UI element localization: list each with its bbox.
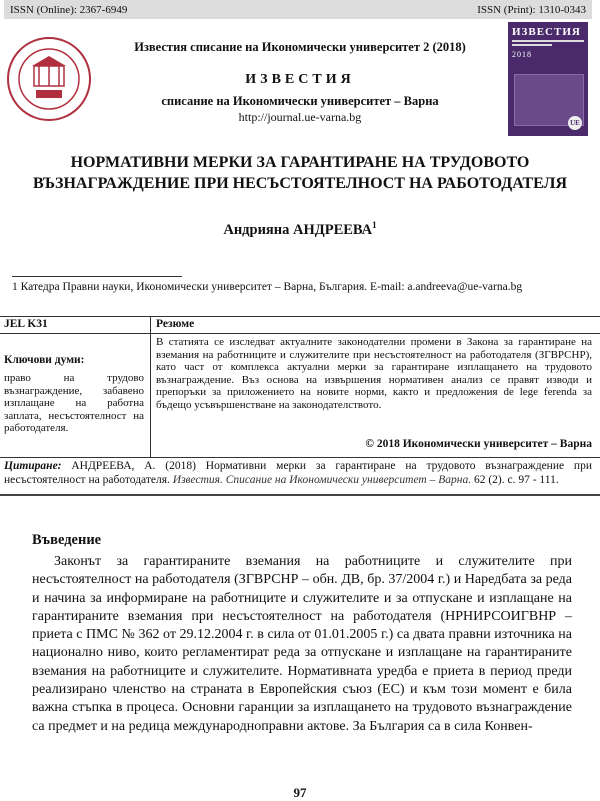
table-rule-bottom [0,457,600,458]
journal-name: ИЗВЕСТИЯ [245,72,355,87]
author-text: Андрияна АНДРЕЕВА [223,221,373,238]
cover-rule [512,40,584,42]
citation-pages: 62 (2). с. 97 - 111. [471,474,559,486]
page-number: 97 [293,785,307,800]
cover-badge: UE [568,116,582,130]
author-name [0,220,600,239]
section-heading-introduction: Въведение [32,532,102,548]
table-rule-jel [0,333,150,334]
citation-block [4,459,592,487]
title-line-2: ВЪЗНАГРАЖДЕНИЕ ПРИ НЕСЪСТОЯТЕЛНОСТ НА РАБОТОДАТЕЛЯ [32,175,568,192]
section-separator [0,494,600,496]
citation-source: Известия. Списание на Икономически университет – Варна. [172,474,472,486]
journal-url[interactable]: http://journal.ue-varna.bg [238,110,362,124]
metadata-table [0,316,600,458]
abstract-label: Резюме [156,318,195,330]
issn-print: ISSN (Print): 1310-0343 [477,3,586,16]
journal-subtitle: списание на Икономически университет – Варна [161,94,439,108]
university-seal-logo [6,36,92,122]
author-footnote-mark: 1 [372,220,377,230]
issn-online: ISSN (Online): 2367-6949 [10,3,128,16]
jel-code: JEL K31 [4,318,48,330]
citation-text: АНДРЕЕВА, А. (2018) Нормативни мерки за гарантиране на трудовото възнаграждение при несъстоятелност на работодателя. [4,460,592,486]
cover-year: 2018 [512,50,532,59]
copyright-line: © 2018 Икономически университет – Варна [365,438,592,450]
article-title [20,152,580,194]
author-affiliation-footnote: 1 Катедра Правни науки, Икономически университет – Варна, България. E-mail: a.andreeva@ue-varna.bg [12,281,523,293]
table-rule-resume [150,333,600,334]
keywords-text: право на трудово възнаграждение, забавено изплащане на работна заплата, несъстоятелност на работодателя. [4,372,144,434]
body-paragraph: Законът за гарантираните вземания на работниците и служителите при несъстоятелност на работодателя (ЗГВРСНР – обн. ДВ, бр. 37/2004 г.) и Наредбата за реда и начина за информиране на работниците и служителите и за отпускане и изплащане на гарантираните вземания при несъстоятелност на работодателя (НРНИРСОИГВНР – приета с ПМС № 362 от 29.12.2004 г. в сила от 01.01.2005 г.) са двата правни източника на национално ниво, които регламентират реда за отпускане и изплащане на гарантираните вземания на работниците и служителите. Нормативната уредба е приета в период преди реализирано членство на страната в Европейския съюз (ЕС) и към този момент е била важна стъпка в процеса. Основни гаранции за изплащането на трудовото възнаграждение са предмет и на редица международноправни актове. За България са в сила Конвен- [32,554,572,734]
journal-cover-thumbnail [508,22,588,136]
cover-title: ИЗВЕСТИЯ [512,26,581,38]
cover-rule [512,44,552,46]
table-divider [150,316,151,458]
abstract-text: В статията се изследват актуалните законодателни промени в Закона за гарантиране на вземания на работниците и служителите при несъстоятелност на работодателя (ЗГВРСНР), като част от комплекса актуални мерки за гарантиране изплащането на трудовото възнаграждение. Въз основа на извършения нормативен анализ се правят изводи и препоръки за приложението на новите норми, както и предложения de lege ferenda за бъдещо усъвършенстване на законодателството. [156,336,592,411]
title-line-1: НОРМАТИВНИ МЕРКИ ЗА ГАРАНТИРАНЕ НА ТРУДОВОТО [70,154,530,171]
journal-line: Известия списание на Икономически университет 2 (2018) [134,40,466,54]
table-rule-top [0,316,600,317]
footnote-rule [12,276,182,277]
issn-bar [4,0,592,19]
citation-label: Цитиране: [4,460,62,472]
keywords-label: Ключови думи: [4,354,85,366]
